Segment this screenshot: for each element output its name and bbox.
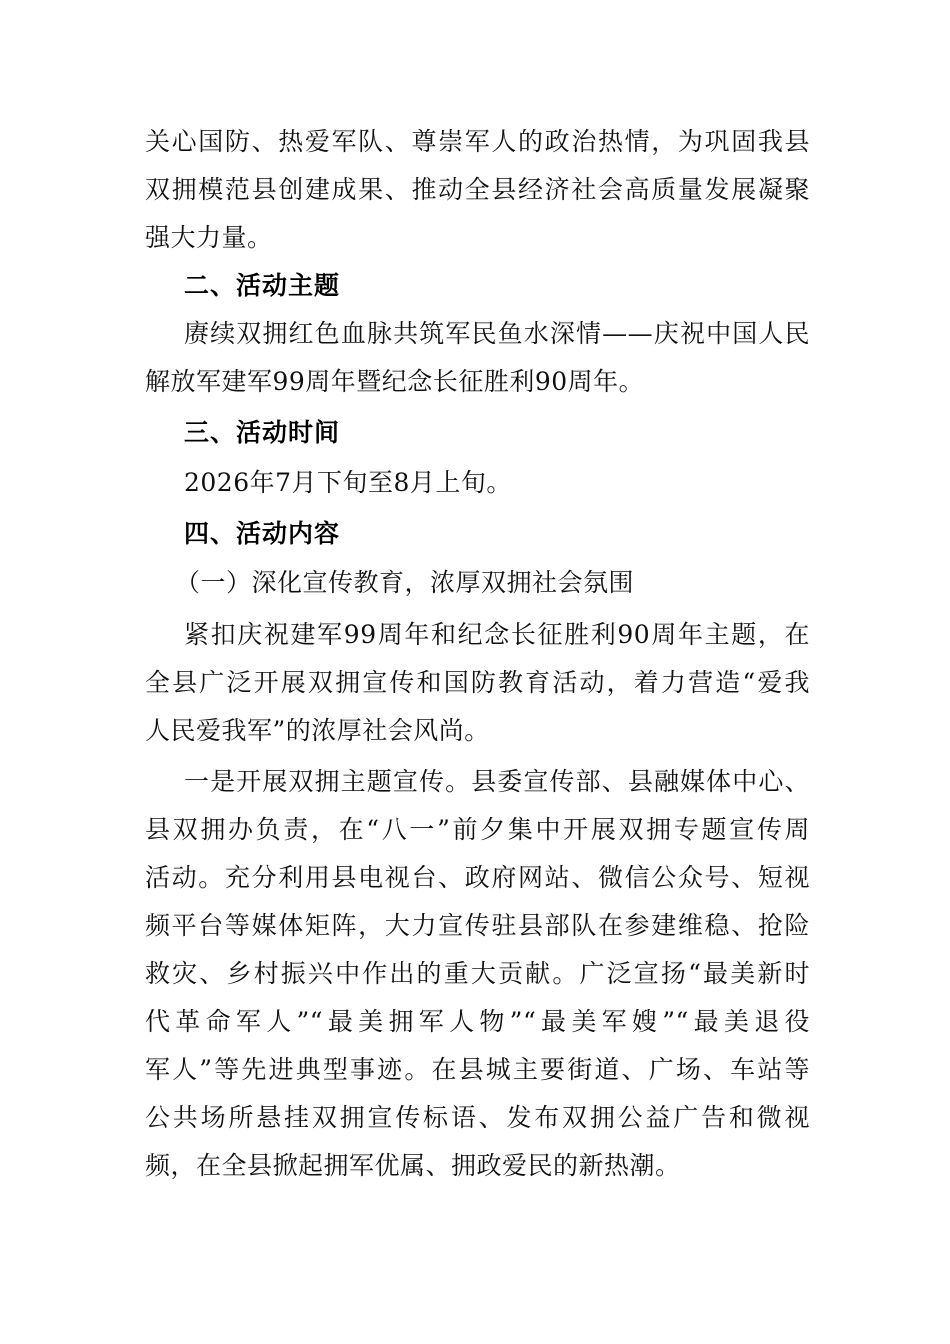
time-line-1: 2026年7月下旬至8月上旬。: [184, 468, 512, 497]
content-p2-line-4: 频平台等媒体矩阵，大力宣传驻县部队在参建维稳、抢险: [145, 911, 810, 940]
theme-line-2: 解放军建军99周年暨纪念长征胜利90周年。: [145, 367, 645, 396]
theme-line-1: 赓续双拥红色血脉共筑军民鱼水深情——庆祝中国人民: [184, 319, 810, 348]
section-heading-time: 三、活动时间: [184, 418, 341, 447]
content-p2-line-5: 救灾、乡村振兴中作出的重大贡献。广泛宣扬“最美新时: [145, 959, 810, 988]
intro-line-1: 关心国防、热爱军队、尊崇军人的政治热情，为巩固我县: [145, 127, 810, 156]
content-p1-line-2: 全县广泛开展双拥宣传和国防教育活动，着力营造“爱我: [145, 668, 810, 697]
content-p2-line-2: 县双拥办负责，在“八一”前夕集中开展双拥专题宣传周: [145, 815, 810, 844]
content-p2-line-1: 一是开展双拥主题宣传。县委宣传部、县融媒体中心、: [184, 767, 810, 796]
section-heading-theme: 二、活动主题: [184, 271, 341, 300]
intro-line-3: 强大力量。: [145, 223, 273, 252]
content-p1-line-3: 人民爱我军”的浓厚社会风尚。: [145, 716, 490, 745]
content-p2-line-7: 军人”等先进典型事迹。在县城主要街道、广场、车站等: [145, 1055, 810, 1084]
subsection-heading-1: （一）深化宣传教育，浓厚双拥社会氛围: [175, 568, 635, 597]
content-p2-line-6: 代革命军人”“最美拥军人物”“最美军嫂”“最美退役: [145, 1007, 810, 1036]
content-p1-line-1: 紧扣庆祝建军99周年和纪念长征胜利90周年主题，在: [184, 620, 810, 649]
content-p2-line-8: 公共场所悬挂双拥宣传标语、发布双拥公益广告和微视: [145, 1103, 810, 1132]
intro-line-2: 双拥模范县创建成果、推动全县经济社会高质量发展凝聚: [145, 175, 810, 204]
content-p2-line-9: 频，在全县掀起拥军优属、拥政爱民的新热潮。: [145, 1151, 681, 1180]
section-heading-content: 四、活动内容: [184, 519, 341, 548]
content-p2-line-3: 活动。充分利用县电视台、政府网站、微信公众号、短视: [145, 863, 810, 892]
